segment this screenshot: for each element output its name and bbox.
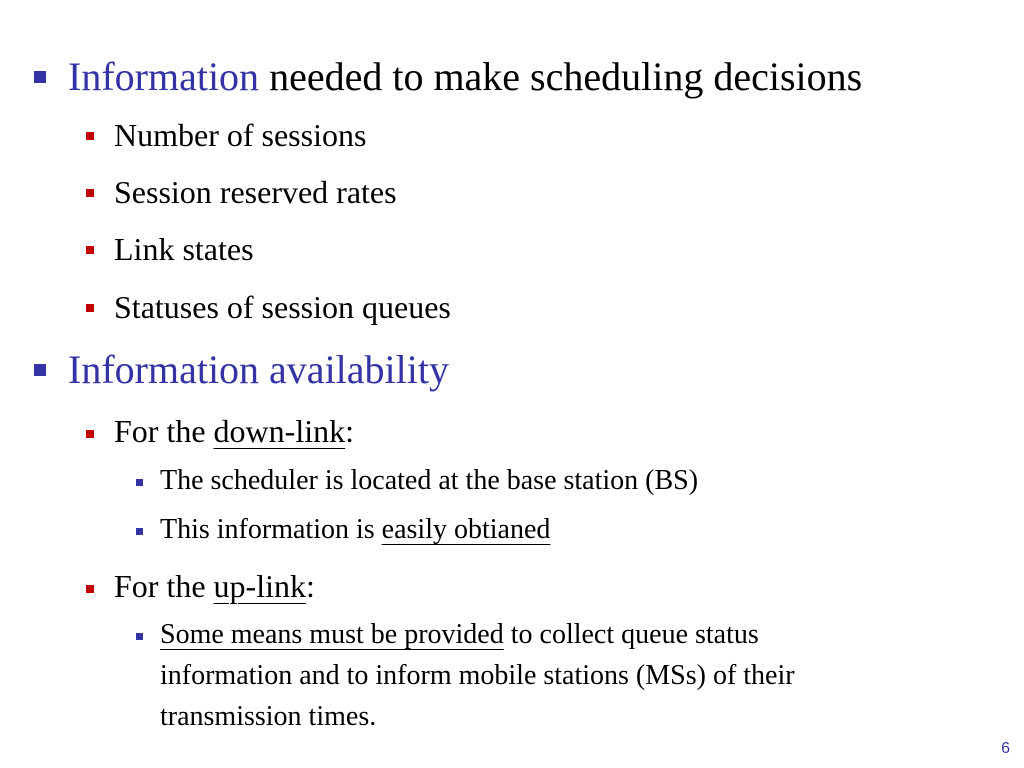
subitem-session-reserved-rates: Session reserved rates — [114, 174, 397, 210]
downlink-item2-prefix: This information is — [160, 514, 382, 545]
bullet-level3-icon — [136, 633, 143, 640]
uplink-item-underlined: Some means must be provided — [160, 619, 504, 650]
bullet-level2-icon — [86, 189, 94, 197]
downlink-item-easily-obtained — [160, 514, 550, 546]
bullet-level1-icon — [34, 364, 46, 376]
uplink-item-line2: information and to inform mobile stations (MSs) of their — [160, 660, 795, 691]
uplink-item-line1-rest: to collect queue status — [503, 619, 759, 650]
bullet-level3-icon — [136, 528, 143, 535]
page-number: 6 — [1001, 740, 1010, 757]
uplink-item-line3: transmission times. — [160, 701, 377, 732]
bullet1-rest: needed to make scheduling decisions — [259, 54, 863, 99]
downlink-prefix: For the — [114, 413, 214, 449]
uplink-heading — [114, 568, 315, 604]
uplink-link: up-link — [213, 568, 306, 604]
downlink-heading — [114, 413, 354, 449]
downlink-item-scheduler-location: The scheduler is located at the base station (BS) — [160, 465, 699, 496]
uplink-item-line1 — [160, 619, 759, 651]
bullet-level3-icon — [136, 479, 143, 486]
uplink-suffix: : — [305, 568, 315, 604]
bullet-level1-icon — [34, 71, 46, 83]
subitem-number-of-sessions: Number of sessions — [114, 117, 367, 153]
uplink-prefix: For the — [114, 568, 214, 604]
bullet-level2-icon — [86, 132, 94, 140]
subitem-link-states: Link states — [114, 231, 254, 267]
bullet-level2-icon — [86, 246, 94, 254]
subitem-statuses-of-session-queues: Statuses of session queues — [114, 289, 451, 325]
bullet-level2-icon — [86, 585, 94, 593]
downlink-item2-underlined: easily obtianed — [381, 514, 551, 545]
downlink-suffix: : — [345, 413, 354, 449]
bullet1-text — [68, 55, 862, 99]
bullet2-text: Information availability — [68, 347, 449, 392]
downlink-link: down-link — [213, 413, 346, 449]
bullet1-highlight: Information — [68, 54, 260, 99]
bullet-level2-icon — [86, 304, 94, 312]
bullet-level2-icon — [86, 430, 94, 438]
